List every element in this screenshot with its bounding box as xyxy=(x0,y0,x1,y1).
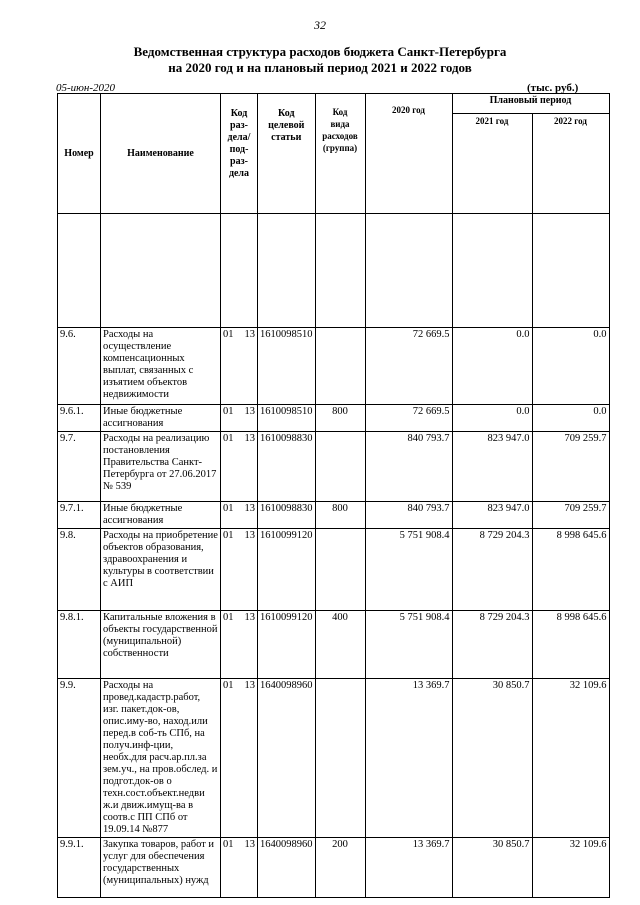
document-title xyxy=(0,44,640,76)
section-code: 01 xyxy=(223,503,234,514)
header-target-l3: статьи xyxy=(271,132,302,143)
row-value-2020: 5 751 908.4 xyxy=(365,611,452,679)
row-number: 9.7.1. xyxy=(58,502,101,529)
table-row xyxy=(58,611,610,679)
row-target-code: 1610098510 xyxy=(258,328,316,405)
row-value-2020: 5 751 908.4 xyxy=(365,529,452,611)
row-value-2021: 30 850.7 xyxy=(452,679,532,838)
subsection-code: 13 xyxy=(244,839,255,850)
row-type-code: 800 xyxy=(315,405,365,432)
row-number: 9.9. xyxy=(58,679,101,838)
row-value-2020: 13 369.7 xyxy=(365,838,452,898)
spacer-row xyxy=(58,214,610,328)
header-2021: 2021 год xyxy=(452,114,532,214)
row-value-2022: 32 109.6 xyxy=(532,679,609,838)
header-section-l6: дела xyxy=(228,168,250,179)
row-section-code xyxy=(221,611,258,679)
subsection-code: 13 xyxy=(244,329,255,340)
row-value-2022: 8 998 645.6 xyxy=(532,611,609,679)
row-name: Расходы на осуществление компенсационных выплат, связанных с изъятием объектов недвижимости xyxy=(101,328,221,405)
row-value-2022: 0.0 xyxy=(532,405,609,432)
table-row xyxy=(58,502,610,529)
header-section-code xyxy=(221,94,258,214)
row-name: Капитальные вложения в объекты государственной (муниципальной) собственности xyxy=(101,611,221,679)
row-target-code: 1610099120 xyxy=(258,529,316,611)
row-target-code: 1640098960 xyxy=(258,679,316,838)
header-type-l4: (группа) xyxy=(322,143,358,153)
header-target-code xyxy=(258,94,316,214)
section-code: 01 xyxy=(223,406,234,417)
header-type-code xyxy=(315,94,365,214)
row-type-code xyxy=(315,328,365,405)
row-target-code: 1610098510 xyxy=(258,405,316,432)
row-number: 9.9.1. xyxy=(58,838,101,898)
table-row xyxy=(58,328,610,405)
row-value-2022: 8 998 645.6 xyxy=(532,529,609,611)
row-value-2021: 0.0 xyxy=(452,328,532,405)
page-number: 32 xyxy=(314,18,326,32)
row-section-code xyxy=(221,838,258,898)
section-code: 01 xyxy=(223,839,234,850)
row-section-code xyxy=(221,405,258,432)
header-plan-period: Плановый период xyxy=(452,94,609,114)
row-name: Иные бюджетные ассигнования xyxy=(101,405,221,432)
row-value-2020: 840 793.7 xyxy=(365,432,452,502)
subsection-code: 13 xyxy=(244,530,255,541)
row-type-code: 800 xyxy=(315,502,365,529)
row-target-code: 1610098830 xyxy=(258,432,316,502)
header-type-l1: Код xyxy=(332,107,348,117)
row-number: 9.6.1. xyxy=(58,405,101,432)
table-row xyxy=(58,432,610,502)
section-code: 01 xyxy=(223,329,234,340)
header-target-l1: Код xyxy=(277,108,295,119)
row-number: 9.7. xyxy=(58,432,101,502)
row-value-2022: 0.0 xyxy=(532,328,609,405)
row-number: 9.6. xyxy=(58,328,101,405)
table-row xyxy=(58,405,610,432)
row-section-code xyxy=(221,529,258,611)
row-section-code xyxy=(221,679,258,838)
title-line-1: Ведомственная структура расходов бюджета Санкт-Петербурга xyxy=(133,44,507,59)
row-value-2021: 8 729 204.3 xyxy=(452,611,532,679)
row-name: Расходы на приобретение объектов образования, здравоохранения и культуры в соответствии с АИП xyxy=(101,529,221,611)
budget-table xyxy=(57,93,610,898)
row-value-2020: 13 369.7 xyxy=(365,679,452,838)
row-section-code xyxy=(221,502,258,529)
row-type-code xyxy=(315,432,365,502)
subsection-code: 13 xyxy=(244,680,255,691)
row-section-code xyxy=(221,432,258,502)
row-target-code: 1610098830 xyxy=(258,502,316,529)
header-2022: 2022 год xyxy=(532,114,609,214)
table-body xyxy=(58,214,610,898)
row-name: Расходы на провед.кадастр.работ, изг. пакет.док-ов, опис.иму-во, наход.или перед.в соб-ть СПб, на получ.инф-ции, необх.для расч.ар.пл.за зем.уч., на пров.обслед. и подгот.док-ов о техн.сост.объект.недви ж.и движ.имущ-ва в соотв.с ПП СПб от 19.09.14 №877 xyxy=(101,679,221,838)
section-code: 01 xyxy=(223,530,234,541)
row-number: 9.8. xyxy=(58,529,101,611)
header-type-l2: вида xyxy=(330,119,350,129)
row-value-2020: 72 669.5 xyxy=(365,405,452,432)
header-section-l1: Код xyxy=(230,108,248,119)
subsection-code: 13 xyxy=(244,503,255,514)
row-number: 9.8.1. xyxy=(58,611,101,679)
header-name: Наименование xyxy=(101,94,221,214)
row-value-2022: 709 259.7 xyxy=(532,502,609,529)
header-2020: 2020 год xyxy=(365,94,452,214)
row-value-2020: 72 669.5 xyxy=(365,328,452,405)
row-value-2021: 823 947.0 xyxy=(452,502,532,529)
section-code: 01 xyxy=(223,680,234,691)
row-value-2021: 30 850.7 xyxy=(452,838,532,898)
title-line-2: на 2020 год и на плановый период 2021 и 2022 годов xyxy=(168,60,472,75)
row-value-2021: 823 947.0 xyxy=(452,432,532,502)
section-code: 01 xyxy=(223,612,234,623)
header-section-l5: раз- xyxy=(230,156,248,167)
row-type-code xyxy=(315,529,365,611)
header-target-l2: целевой xyxy=(268,120,305,131)
header-type-l3: расходов xyxy=(322,131,358,141)
row-value-2022: 32 109.6 xyxy=(532,838,609,898)
row-value-2021: 0.0 xyxy=(452,405,532,432)
units-label: (тыс. руб.) xyxy=(527,82,579,94)
row-value-2020: 840 793.7 xyxy=(365,502,452,529)
row-type-code xyxy=(315,679,365,838)
row-section-code xyxy=(221,328,258,405)
table-row xyxy=(58,679,610,838)
document-date: 05-июн-2020 xyxy=(56,82,116,94)
row-value-2022: 709 259.7 xyxy=(532,432,609,502)
subsection-code: 13 xyxy=(244,433,255,444)
subsection-code: 13 xyxy=(244,406,255,417)
row-value-2021: 8 729 204.3 xyxy=(452,529,532,611)
header-row-1 xyxy=(58,94,610,114)
header-number: Номер xyxy=(58,94,101,214)
row-name: Закупка товаров, работ и услуг для обеспечения государственных (муниципальных) нужд xyxy=(101,838,221,898)
row-type-code: 400 xyxy=(315,611,365,679)
row-name: Иные бюджетные ассигнования xyxy=(101,502,221,529)
table-row xyxy=(58,529,610,611)
row-name: Расходы на реализацию постановления Правительства Санкт-Петербурга от 27.06.2017 № 539 xyxy=(101,432,221,502)
header-section-l4: под- xyxy=(229,144,249,155)
table-row xyxy=(58,838,610,898)
row-type-code: 200 xyxy=(315,838,365,898)
header-section-l3: дела/ xyxy=(227,132,251,143)
subsection-code: 13 xyxy=(244,612,255,623)
section-code: 01 xyxy=(223,433,234,444)
header-section-l2: раз- xyxy=(230,120,248,131)
row-target-code: 1610099120 xyxy=(258,611,316,679)
row-target-code: 1640098960 xyxy=(258,838,316,898)
